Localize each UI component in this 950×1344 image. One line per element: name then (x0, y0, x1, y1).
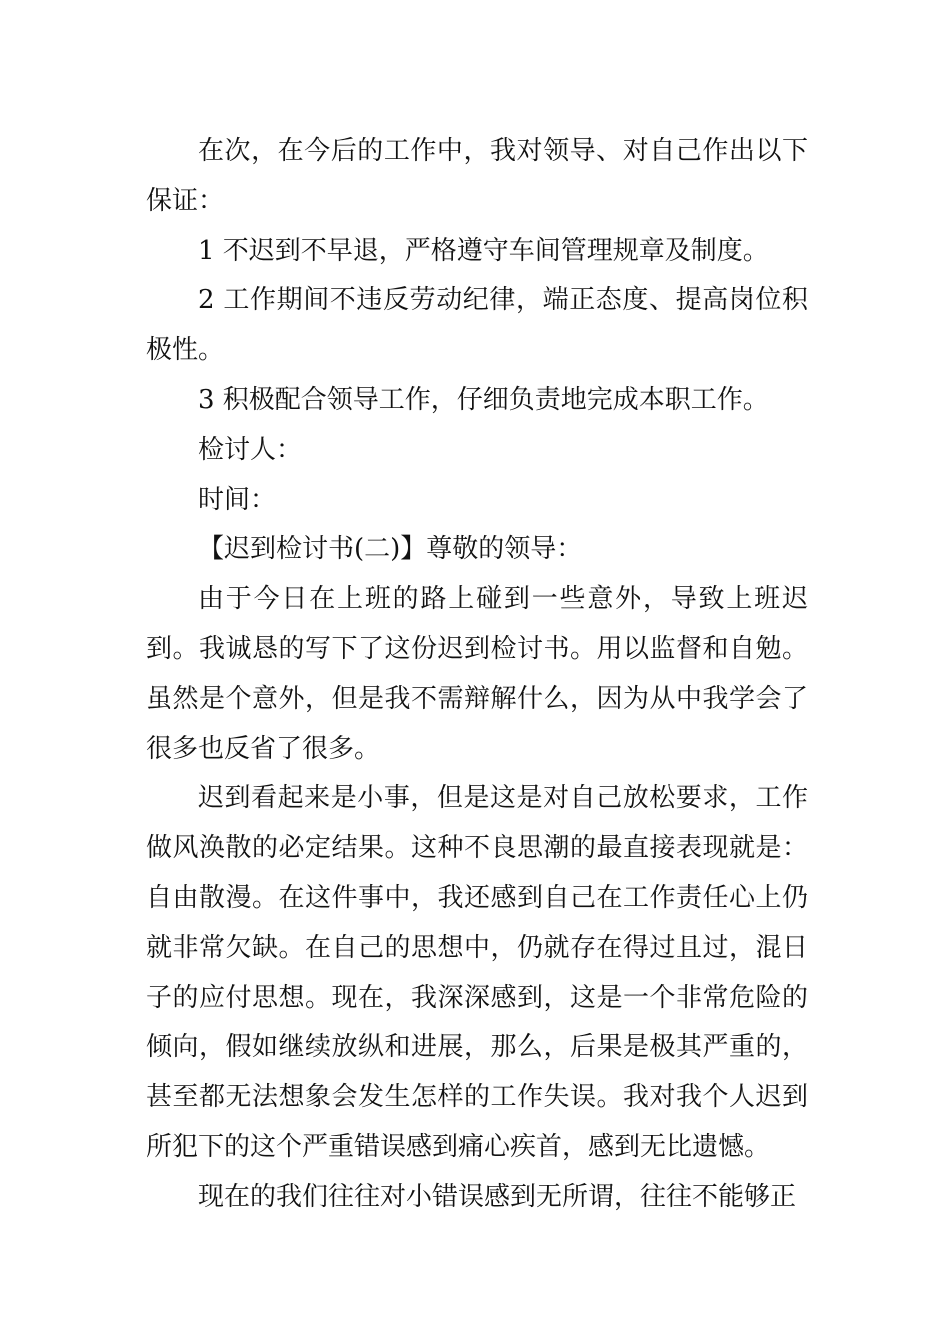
paragraph-item-3: 3 积极配合领导工作，仔细负责地完成本职工作。 (198, 384, 769, 415)
section-heading: 【迟到检讨书(二)】尊敬的领导： (198, 534, 583, 565)
document-page (146, 127, 808, 1223)
paragraph-reflection: 迟到看起来是小事，但是这是对自己放松要求，工作做风涣散的必定结果。这种不良思潮的最直接表现就是：自由散漫。在这件事中，我还感到自己在工作责任心上仍就非常欠缺。在自己的思想中，仍就存在得过且过，混日子的应付思想。现在，我深深感到，这是一个非常危险的倾向，假如继续放纵和进展，那么，后果是极其严重的，甚至都无法想象会发生怎样的工作失误。我对我个人迟到所犯下的这个严重错误感到痛心疾首，感到无比遗憾。 (146, 783, 808, 1162)
paragraph-apology: 由于今日在上班的路上碰到一些意外，导致上班迟到。我诚恳的写下了这份迟到检讨书。用以监督和自勉。虽然是个意外，但是我不需辩解什么，因为从中我学会了很多也反省了很多。 (146, 584, 808, 764)
date-label: 时间： (198, 484, 277, 515)
paragraph-continuation: 现在的我们往往对小错误感到无所谓，往往不能够正 (198, 1181, 797, 1212)
paragraph-item-1: 1 不迟到不早退，严格遵守车间管理规章及制度。 (198, 235, 769, 266)
paragraph-item-2: 2 工作期间不违反劳动纪律，端正态度、提高岗位积极性。 (146, 285, 808, 366)
paragraph-guarantee-intro: 在次，在今后的工作中，我对领导、对自己作出以下保证： (146, 136, 808, 216)
signer-label: 检讨人： (198, 434, 303, 465)
